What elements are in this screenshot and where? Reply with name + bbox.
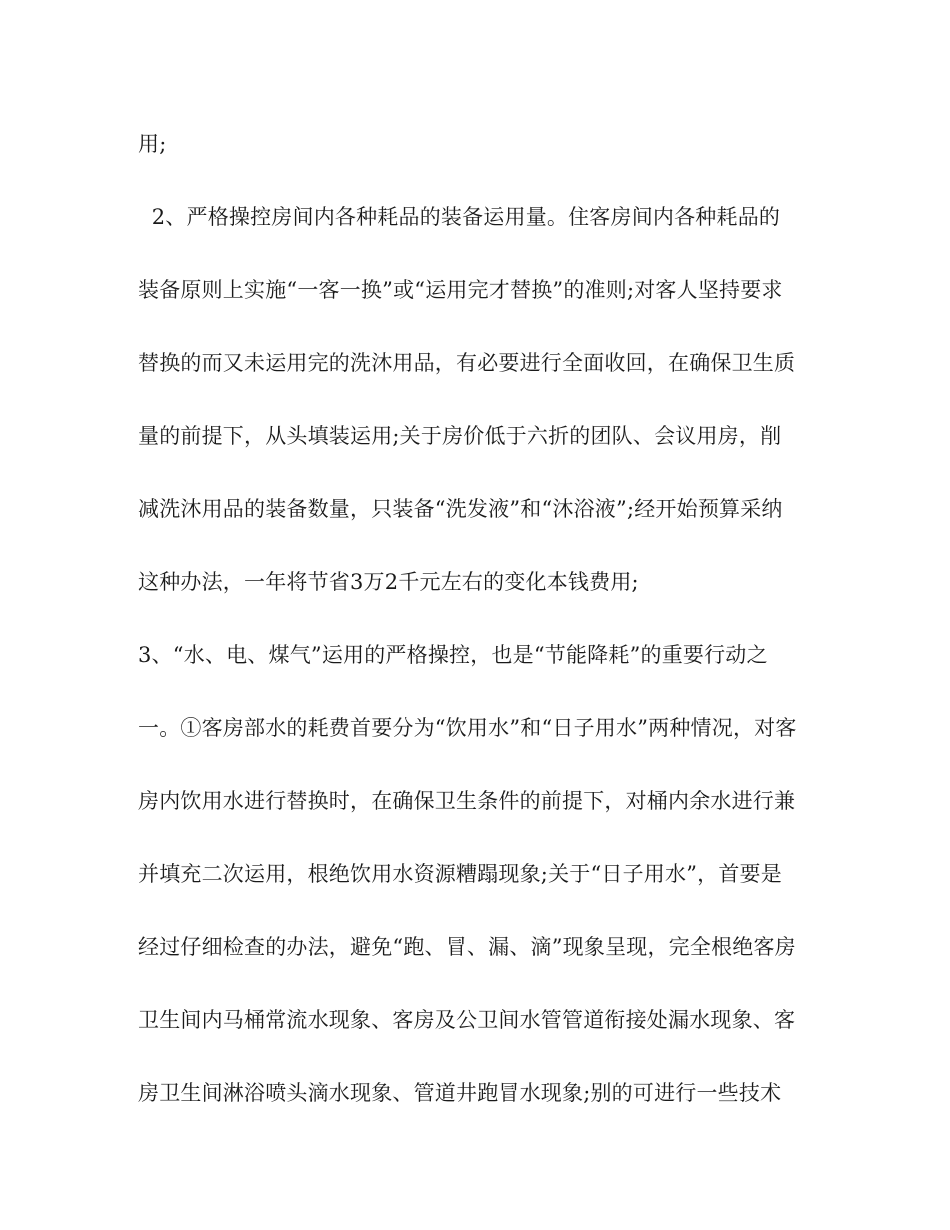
- text-line: 替换的而又未运用完的洗沐用品，有必要进行全面收回，在确保卫生质: [138, 351, 796, 375]
- text-line: 2、严格操控房间内各种耗品的装备运用量。住客房间内各种耗品的: [138, 205, 781, 229]
- text-line: 这种办法，一年将节省3万2千元左右的变化本钱费用;: [138, 570, 639, 594]
- text-line: 房卫生间淋浴喷头滴水现象、管道井跑冒水现象;别的可进行一些技术: [138, 1081, 782, 1105]
- text-line: 3、“水、电、煤气”运用的严格操控，也是“节能降耗”的重要行动之: [138, 643, 768, 667]
- text-line: 减洗沐用品的装备数量，只装备“洗发液”和“沐浴液”;经开始预算采纳: [138, 497, 783, 521]
- text-line: 房内饮用水进行替换时，在确保卫生条件的前提下，对桶内余水进行兼: [138, 789, 796, 813]
- text-line: 一。①客房部水的耗费首要分为“饮用水”和“日子用水”两种情况，对客: [138, 716, 797, 740]
- text-line: 量的前提下，从头填装运用;关于房价低于六折的团队、会议用房，削: [138, 424, 782, 448]
- text-line: 卫生间内马桶常流水现象、客房及公卫间水管管道衔接处漏水现象、客: [138, 1008, 796, 1032]
- text-line: 并填充二次运用，根绝饮用水资源糟蹋现象;关于“日子用水”，首要是: [138, 862, 782, 886]
- text-line: 用;: [138, 132, 167, 156]
- text-line: 装备原则上实施“一客一换”或“运用完才替换”的准则;对客人坚持要求: [138, 278, 783, 302]
- text-line: 经过仔细检查的办法，避免“跑、冒、漏、滴”现象呈现，完全根绝客房: [138, 935, 796, 959]
